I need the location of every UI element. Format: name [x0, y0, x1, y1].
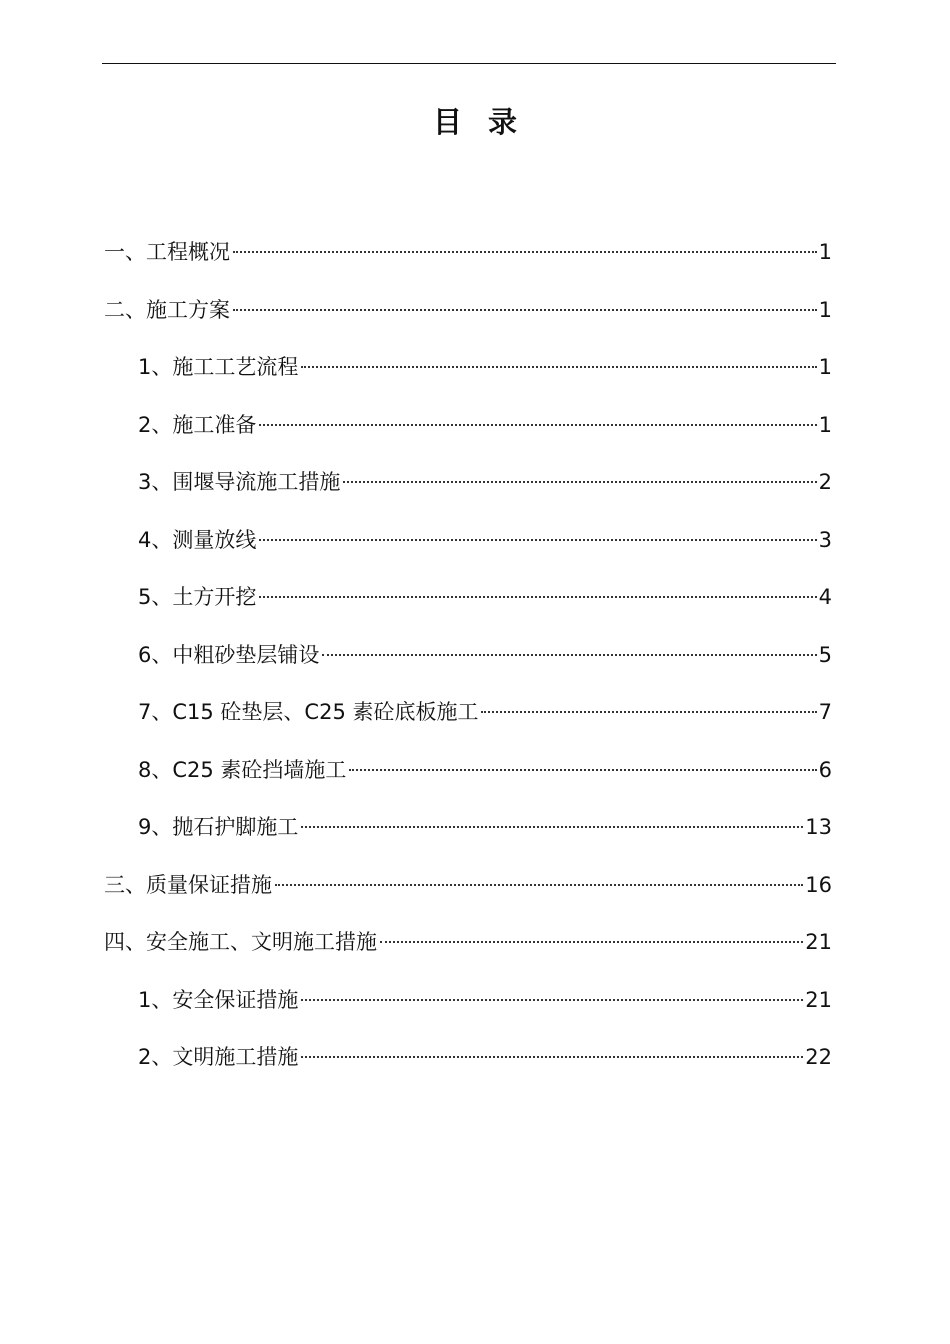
- toc-entry[interactable]: [104, 232, 832, 290]
- toc-entry-label: 6、中粗砂垫层铺设: [138, 642, 320, 667]
- toc-leader: [259, 596, 816, 598]
- toc-entry-page: 13: [805, 815, 832, 839]
- toc-entry[interactable]: [104, 750, 832, 808]
- toc-entry-page: 21: [805, 987, 832, 1012]
- toc-title-char-1: 目: [432, 105, 462, 139]
- toc-leader: [301, 999, 803, 1001]
- toc-entry[interactable]: [104, 922, 832, 980]
- toc-entry-page: 1: [818, 240, 832, 264]
- toc-entry-page: 5: [818, 642, 832, 667]
- toc-leader: [481, 711, 816, 713]
- toc-entry-label: 四、安全施工、文明施工措施: [104, 930, 377, 954]
- toc-entry-label: 7、C15 砼垫层、C25 素砼底板施工: [138, 700, 479, 724]
- toc-entry-label: 2、文明施工措施: [138, 1045, 299, 1069]
- toc-entry-label: 三、质量保证措施: [104, 872, 272, 897]
- toc-leader: [349, 769, 816, 771]
- toc-entry-page: 6: [818, 757, 832, 782]
- toc-entry-label: 3、围堰导流施工措施: [138, 470, 341, 494]
- toc-leader: [233, 251, 817, 253]
- toc-entry[interactable]: [104, 405, 832, 463]
- toc-entry-label: 1、安全保证措施: [138, 987, 299, 1012]
- toc-leader: [322, 654, 816, 656]
- header-rule: [102, 63, 836, 64]
- toc-entry[interactable]: [104, 1037, 832, 1095]
- toc-entry-page: 22: [805, 1045, 832, 1069]
- toc-title-char-2: 录: [488, 105, 518, 139]
- toc-entry[interactable]: [104, 807, 832, 865]
- toc-entry-label: 4、测量放线: [138, 527, 257, 552]
- table-of-contents: [104, 232, 832, 1095]
- toc-entry[interactable]: [104, 462, 832, 520]
- toc-entry-page: 7: [818, 700, 832, 724]
- toc-entry-page: 1: [818, 412, 832, 437]
- toc-entry-label: 1、施工工艺流程: [138, 355, 299, 379]
- toc-title: [0, 100, 950, 144]
- toc-entry-page: 2: [818, 470, 832, 494]
- toc-entry[interactable]: [104, 980, 832, 1038]
- toc-entry[interactable]: [104, 577, 832, 635]
- toc-leader: [259, 424, 816, 426]
- toc-entry[interactable]: [104, 635, 832, 693]
- toc-entry-label: 一、工程概况: [104, 240, 230, 264]
- toc-entry-page: 21: [805, 930, 832, 954]
- toc-entry-page: 4: [818, 585, 832, 609]
- toc-entry[interactable]: [104, 347, 832, 405]
- toc-entry-page: 3: [818, 527, 832, 552]
- toc-leader: [301, 826, 803, 828]
- toc-leader: [233, 309, 817, 311]
- toc-leader: [301, 366, 816, 368]
- toc-entry-label: 8、C25 素砼挡墙施工: [138, 757, 347, 782]
- toc-leader: [343, 481, 816, 483]
- toc-entry[interactable]: [104, 865, 832, 923]
- toc-entry-label: 二、施工方案: [104, 297, 230, 322]
- toc-entry[interactable]: [104, 520, 832, 578]
- toc-entry-label: 2、施工准备: [138, 412, 257, 437]
- toc-leader: [275, 884, 803, 886]
- toc-entry[interactable]: [104, 692, 832, 750]
- toc-leader: [380, 941, 803, 943]
- toc-entry[interactable]: [104, 290, 832, 348]
- toc-entry-label: 5、土方开挖: [138, 585, 257, 609]
- toc-leader: [301, 1056, 803, 1058]
- toc-leader: [259, 539, 816, 541]
- toc-entry-page: 16: [805, 872, 832, 897]
- toc-entry-label: 9、抛石护脚施工: [138, 815, 299, 839]
- toc-entry-page: 1: [818, 355, 832, 379]
- toc-entry-page: 1: [818, 297, 832, 322]
